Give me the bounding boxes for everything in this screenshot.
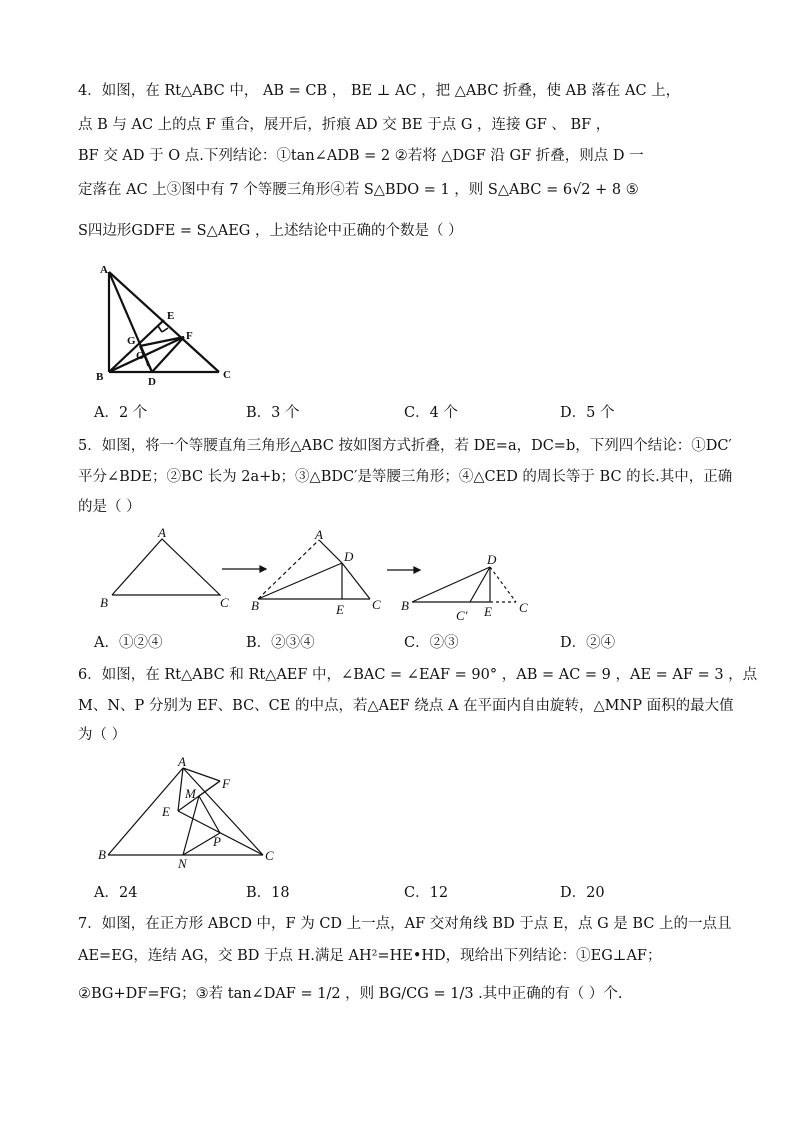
q7-line-3: ②BG+DF=FG；③若 tan∠DAF = 1/2 ，则 BG/CG = 1/3 .其中正确的有（ ）个. [78,986,623,1002]
q6-fig-label-C: C [265,848,274,863]
q6-option-c[interactable]: C．12 [404,885,449,901]
q5-fig2-label-B: B [251,598,259,613]
q5-fig2-label-D: D [344,549,354,564]
q4-fig-label-F: F [186,330,193,342]
q5-figure [92,527,542,627]
q6-fig-label-F: F [222,776,230,791]
q5-fig3-label-C-prime: C′ [456,608,468,623]
q5-option-c[interactable]: C．②③ [404,635,459,651]
q6-fig-label-E: E [162,804,170,819]
q6-fig-label-M: M [185,786,196,801]
q4-line-5: S四边形GDFE = S△AEG ，上述结论中正确的个数是（ ） [78,223,463,239]
q5-fig3-label-B: B [401,598,409,613]
q6-fig-label-B: B [98,847,106,862]
q7-line-2: AE=EG，连结 AG，交 BD 于点 H.满足 AH²=HE•HD，现给出下列结论：①EG⊥AF； [78,948,662,964]
q6-option-a[interactable]: A．24 [94,885,138,901]
q6-fig-label-A: A [178,755,186,769]
q5-option-d[interactable]: D．②④ [560,635,616,651]
q7-line-1: 7．如图，在正方形 ABCD 中，F 为 CD 上一点，AF 交对角线 BD 于点 E，点 G 是 BC 上的一点且 [78,916,732,932]
q4-line-4: 定落在 AC 上③图中有 7 个等腰三角形④若 S△BDO = 1 ，则 S△ABC = 6√2 + 8 ⑤ [78,182,639,198]
q4-fig-label-O: O [136,350,145,362]
q4-option-c[interactable]: C．4 个 [404,405,458,421]
q6-line-3: 为（ ） [78,727,127,743]
q5-fig1-label-C: C [220,595,229,610]
q4-option-d[interactable]: D．5 个 [560,405,615,421]
q4-fig-label-A: A [100,264,108,276]
q6-option-b[interactable]: B．18 [246,885,290,901]
q5-fig2-label-C: C [372,597,381,612]
q5-fig2-label-E: E [336,602,344,617]
q4-fig-label-B: B [96,371,104,383]
q4-line-2: 点 B 与 AC 上的点 F 重合，展开后，折痕 AD 交 BE 于点 G ，连接 GF 、 BF ， [78,117,611,133]
q6-option-d[interactable]: D．20 [560,885,605,901]
q4-option-b[interactable]: B．3 个 [246,405,300,421]
q6-line-1: 6．如图，在 Rt△ABC 和 Rt△AEF 中，∠BAC = ∠EAF = 90° ，AB = AC = 9 ，AE = AF = 3 ，点 [78,667,758,683]
q4-line-3: BF 交 AD 于 O 点.下列结论：①tan∠ADB = 2 ②若将 △DGF 沿 GF 折叠，则点 D 一 [78,148,644,164]
q5-line-2: 平分∠BDE；②BC 长为 2a+b；③△BDC′是等腰三角形；④△CED 的周长等于 BC 的长.其中，正确 [78,469,733,485]
q4-fig-label-E: E [167,310,175,322]
q5-option-b[interactable]: B．②③④ [246,635,315,651]
q5-fig1-label-B: B [100,595,108,610]
q6-fig-label-N: N [178,856,187,871]
q6-fig-label-P: P [213,834,221,849]
q6-figure [92,755,292,873]
q5-option-a[interactable]: A．①②④ [94,635,163,651]
q5-fig3-label-E: E [484,604,492,619]
q4-option-a[interactable]: A．2 个 [94,405,148,421]
q5-fig3-label-C: C [519,600,528,615]
q4-fig-label-G: G [127,335,136,347]
q6-line-2: M、N、P 分别为 EF、BC、CE 的中点，若△AEF 绕点 A 在平面内自由旋转，△MNP 面积的最大值 [78,698,734,714]
q4-fig-label-D: D [148,376,156,388]
q4-fig-label-C: C [223,369,231,381]
q5-fig2-label-A: A [315,527,323,542]
q4-line-1: 4．如图，在 Rt△ABC 中， AB = CB ， BE ⊥ AC ，把 △ABC 折叠，使 AB 落在 AC 上， [78,83,681,99]
q5-line-1: 5．如图，将一个等腰直角三角形△ABC 按如图方式折叠，若 DE=a，DC=b，下列四个结论：①DC′ [78,438,732,454]
q5-fig1-label-A: A [158,527,166,540]
q5-fig3-label-D: D [487,552,497,567]
q4-figure [92,262,242,390]
q5-line-3: 的是（ ） [78,499,141,515]
